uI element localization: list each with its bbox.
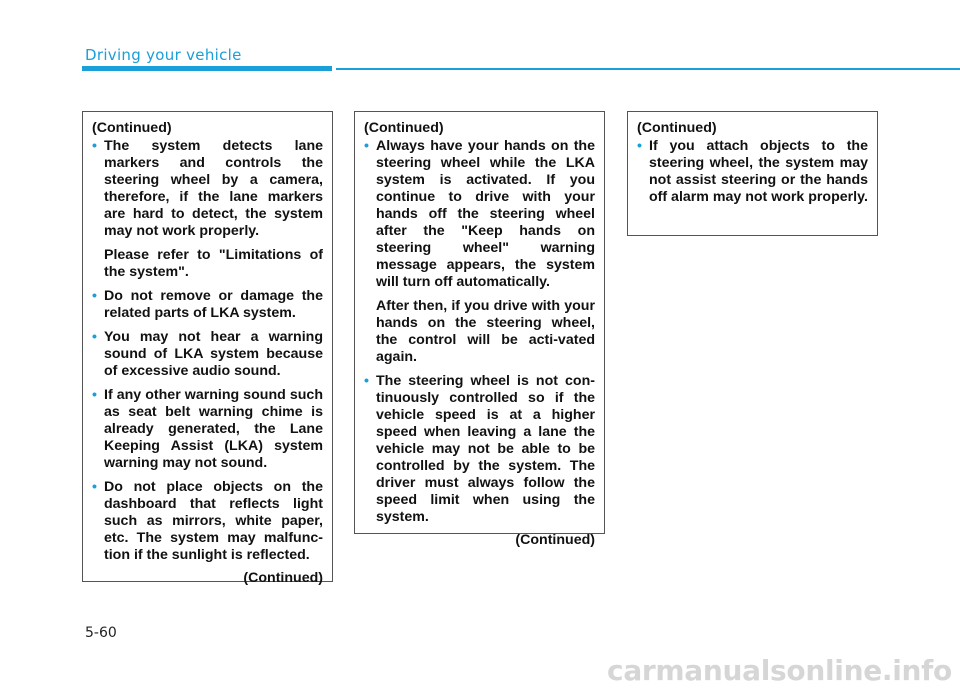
bullet-list [92,138,323,564]
list-item-note: Please refer to "Limitations of the system". [104,247,323,280]
bullet-icon: • [364,373,369,389]
continued-label: (Continued) [243,570,323,586]
bullet-list [637,138,868,206]
bullet-icon: • [92,288,97,304]
bullet-icon: • [92,479,97,495]
list-item [92,329,323,380]
list-item [364,138,595,366]
bullet-icon: • [92,387,97,403]
list-item [92,288,323,322]
list-item-text: The steering wheel is not con-tinuously controlled so if the vehicle speed is at a higher speed when leaving a lane the vehicle may not be able to be controlled by the system. The driver must always follow the speed limit when using the system. [376,373,595,525]
section-title: Driving your vehicle [85,46,242,64]
list-item-text: The system detects lane markers and controls the steering wheel by a camera, therefore, if the lane markers are hard to detect, the system may not work properly. [104,138,323,239]
bullet-icon: • [92,138,97,154]
list-item-text: Do not remove or damage the related parts of LKA system. [104,288,323,321]
list-item-text: If any other warning sound such as seat belt warning chime is already generated, the Lane Keeping Assist (LKA) system warning may not sound. [104,387,323,471]
list-item-text: You may not hear a warning sound of LKA system because of excessive audio sound. [104,329,323,379]
list-item [637,138,868,206]
watermark: carmanualsonline.info [607,654,952,687]
continued-label: (Continued) [515,532,595,548]
list-item-text: Always have your hands on the steering wheel while the LKA system is activated. If you continue to drive with your hands off the steering wheel after the "Keep hands on steering wheel" warning message appears, the system will turn off automatically. [376,138,595,290]
header-rule-thick [82,66,332,71]
warning-box-2 [354,111,605,548]
list-item [364,373,595,526]
list-item [92,479,323,564]
list-item [92,387,323,472]
warning-box-1 [82,111,333,586]
continued-label: (Continued) [364,120,444,136]
warning-box-3 [627,111,878,236]
continued-label: (Continued) [92,120,172,136]
list-item-text: If you attach objects to the steering wheel, the system may not assist steering or the hands off alarm may not work properly. [649,138,868,205]
list-item [92,138,323,281]
bullet-list [364,138,595,526]
list-item-text: Do not place objects on the dashboard that reflects light such as mirrors, white paper, etc. The system may malfunc-tion if the sunlight is reflected. [104,479,323,563]
bullet-icon: • [92,329,97,345]
header-rule-thin [336,68,960,70]
list-item-note: After then, if you drive with your hands on the steering wheel, the control will be acti-vated again. [376,298,595,365]
continued-label: (Continued) [637,120,717,136]
bullet-icon: • [637,138,642,154]
page-number: 5-60 [85,625,117,641]
bullet-icon: • [364,138,369,154]
